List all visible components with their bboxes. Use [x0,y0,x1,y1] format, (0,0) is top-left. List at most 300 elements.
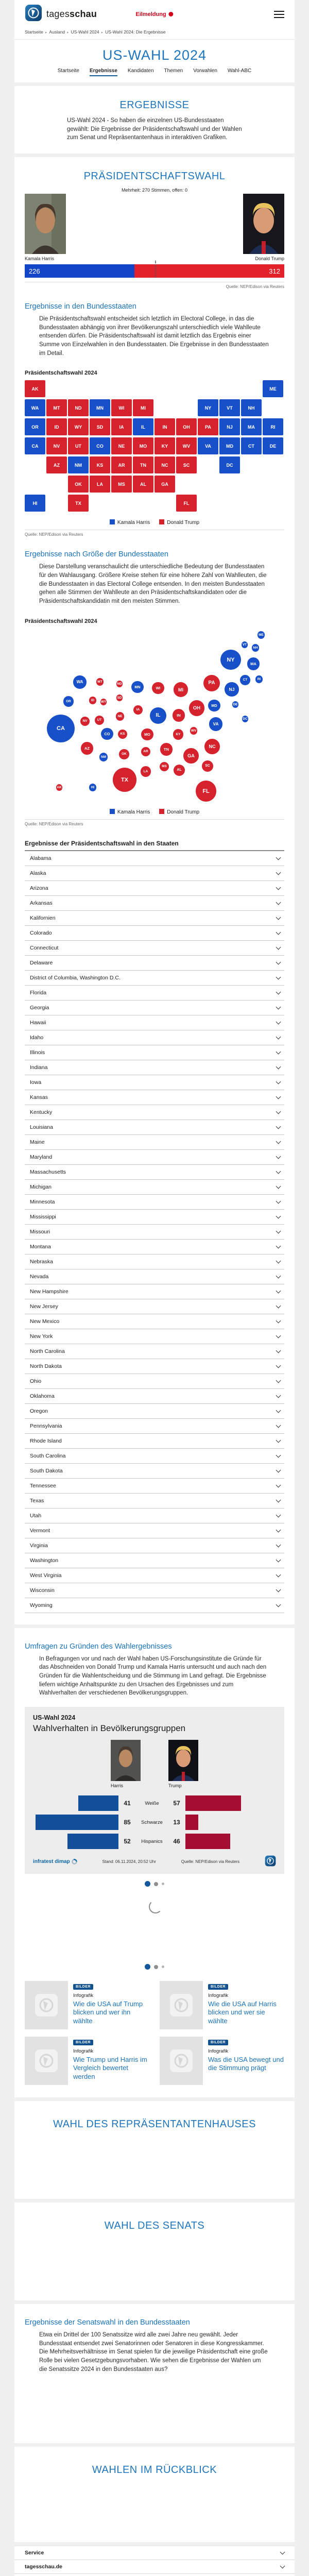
state-accordion-label: Montana [30,1243,51,1250]
retrospective-title: WAHLEN IM RÜCKBLICK [92,2464,217,2476]
state-accordion-row[interactable] [25,1060,284,1075]
trump-value: 13 [173,1819,180,1826]
state-bubble-mt[interactable]: MT [96,678,104,686]
state-accordion-label: Georgia [30,1004,49,1011]
footer-section-label: Service [25,2550,44,2556]
state-accordion-row[interactable] [25,1523,284,1538]
state-accordion-row[interactable] [25,1374,284,1389]
state-bubble-md[interactable]: MD [208,700,220,711]
state-tile-ny[interactable]: NY [198,399,218,416]
state-tile-tx[interactable]: TX [68,495,89,512]
state-bubble-oh[interactable]: OH [189,700,205,716]
chevron-down-icon [276,855,281,860]
chevron-down-icon [276,1079,281,1084]
chevron-down-icon [276,914,281,920]
state-bubble-wv[interactable]: WV [190,727,198,735]
chevron-down-icon [276,1318,281,1323]
state-tile-va[interactable]: VA [198,437,218,454]
state-accordion-row[interactable] [25,1389,284,1404]
footer-section-tagesschau-de[interactable] [14,2560,295,2574]
trump-chart-photo [168,1740,198,1788]
chevron-down-icon [276,1228,281,1233]
state-bubble-ri[interactable]: RI [255,675,263,683]
state-bubble-ne[interactable]: NE [116,712,125,721]
state-tile-ne[interactable]: NE [111,437,132,454]
chevron-down-icon [276,1497,281,1502]
state-accordion-row[interactable] [25,1210,284,1225]
state-accordion-row[interactable] [25,1464,284,1479]
state-accordion-label: New York [30,1333,53,1340]
state-accordion-row[interactable] [25,1165,284,1180]
president-card [14,157,295,1624]
state-bubble-fl[interactable]: FL [196,781,217,802]
state-accordion-label: Texas [30,1497,44,1504]
electoral-votes-cartogram [25,629,284,804]
state-tile-co[interactable]: CO [90,437,110,454]
map-source: Quelle: NEP/Edison via Reuters [25,530,284,537]
state-accordion-label: Arkansas [30,900,53,906]
state-accordion-row[interactable] [25,1553,284,1568]
state-accordion-row[interactable] [25,1180,284,1195]
state-accordion-row[interactable] [25,881,284,896]
group-label: Schwarze [141,1819,163,1825]
state-bubble-ca[interactable]: CA [47,715,75,742]
state-tile-ms[interactable]: MS [111,476,132,493]
hamburger-menu-icon[interactable] [274,9,284,20]
state-bubble-vt[interactable]: VT [242,641,248,648]
breaking-news-link[interactable]: Eilmeldung [135,11,173,18]
state-accordion-row[interactable] [25,1195,284,1210]
state-tile-vt[interactable]: VT [219,399,240,416]
state-tile-ar[interactable]: AR [111,456,132,473]
state-tile-ks[interactable]: KS [90,456,110,473]
carousel-dot[interactable] [154,1965,158,1969]
state-bubble-sc[interactable]: SC [202,760,213,772]
footer-section-ard-angebote[interactable] [14,2574,295,2576]
state-accordion-row[interactable] [25,1494,284,1509]
state-accordion-row[interactable] [25,1001,284,1015]
chevron-down-icon [276,1139,281,1144]
state-accordion-row[interactable] [25,1075,284,1090]
president-title: PRÄSIDENTSCHAFTSWAHL [83,171,226,182]
ev-source: Quelle: NEP/Edison via Reuters [25,282,284,289]
state-accordion-row[interactable] [25,971,284,986]
trump-legend-swatch [159,519,164,524]
state-bubble-nm[interactable]: NM [99,753,108,761]
chevron-down-icon [276,1333,281,1338]
teaser-body [73,2037,149,2085]
breadcrumb-separator-icon: ▸ [45,31,47,35]
chart-title: Wahlverhalten in Bevölkerungsgruppen [33,1723,186,1734]
state-tile-ri[interactable]: RI [263,418,283,435]
state-bubble-nh[interactable]: NH [252,644,260,652]
tab-ergebnisse[interactable]: Ergebnisse [90,68,117,76]
state-accordion-row[interactable] [25,1538,284,1553]
state-accordion-label: South Carolina [30,1452,66,1459]
state-accordion-row[interactable] [25,1150,284,1165]
state-bubble-ms[interactable]: MS [160,762,169,771]
senate-title: WAHL DES SENATS [104,2220,205,2232]
footer-sections [14,2546,295,2576]
state-tile-al[interactable]: AL [133,476,153,493]
trump-legend-swatch [159,809,164,814]
tab-startseite[interactable]: Startseite [57,68,79,74]
state-bubble-wi[interactable]: WI [152,682,164,694]
state-bubble-tx[interactable]: TX [113,768,137,792]
tagesschau-logo-icon [25,4,42,24]
state-bubble-nj[interactable]: NJ [225,682,239,697]
state-tile-hi[interactable]: HI [25,495,45,512]
footer-section-label: tagesschau.de [25,2564,62,2570]
state-accordion-row[interactable] [25,1434,284,1449]
state-tile-il[interactable]: IL [133,418,153,435]
chevron-down-icon [276,870,281,875]
chevron-down-icon [276,1004,281,1009]
state-bubble-pa[interactable]: PA [203,675,220,691]
state-bubble-ar[interactable]: AR [141,747,150,756]
state-tile-ak[interactable]: AK [25,380,45,397]
state-accordion-label: West Virginia [30,1572,62,1579]
state-tile-ok[interactable]: OK [68,476,89,493]
teaser-title-link[interactable]: Wie die USA auf Harris blicken und wer sie wählte [208,2000,277,2025]
state-accordion-label: Louisiana [30,1124,53,1130]
trump-value: 57 [173,1800,180,1807]
state-tile-in[interactable]: IN [154,418,175,435]
state-accordion-row[interactable] [25,1105,284,1120]
state-accordion-row[interactable] [25,1090,284,1105]
state-accordion-row[interactable] [25,1359,284,1374]
breadcrumb-item[interactable]: US-Wahl 2024 [71,29,99,35]
state-tile-wy[interactable]: WY [68,418,89,435]
harris-bar [36,1815,119,1830]
state-bubble-id[interactable]: ID [89,697,97,704]
state-bubble-de[interactable]: DE [232,701,239,708]
state-tile-wi[interactable]: WI [111,399,132,416]
section-tabs [14,68,295,82]
state-accordion-row[interactable] [25,926,284,941]
state-accordion-label: Nebraska [30,1258,53,1265]
state-tile-nj[interactable]: NJ [219,418,240,435]
carousel-dot[interactable] [162,1883,164,1885]
chevron-down-icon [276,1154,281,1159]
breadcrumb-item[interactable]: Ausland [49,29,65,35]
chevron-down-icon [276,974,281,979]
state-tile-mi[interactable]: MI [133,399,153,416]
breadcrumb-item[interactable]: US-Wahl 2024: Die Ergebnisse [105,29,166,35]
state-accordion-row[interactable] [25,1583,284,1598]
teaser-image-placeholder[interactable] [25,2037,68,2085]
carousel-dot-active[interactable] [145,1964,150,1970]
teaser-item[interactable] [160,2037,284,2085]
state-accordion-label: Colorado [30,929,52,936]
globe-placeholder-icon [35,2049,58,2073]
state-bubble-tn[interactable]: TN [160,743,173,756]
state-tile-nh[interactable]: NH [241,399,262,416]
state-tile-me[interactable]: ME [263,380,283,397]
states-results-heading[interactable]: Ergebnisse in den Bundesstaaten [25,302,136,311]
teaser-image-placeholder[interactable] [25,1981,68,2029]
state-bubble-ny[interactable]: NY [220,650,241,670]
state-bubble-or[interactable]: OR [63,696,74,707]
state-bubble-il[interactable]: IL [150,707,166,724]
state-bubble-mn[interactable]: MN [131,681,143,693]
state-bubble-az[interactable]: AZ [81,742,94,755]
state-bubble-nc[interactable]: NC [204,739,220,754]
state-bubble-va[interactable]: VA [209,717,223,731]
carousel-dot[interactable] [154,1882,158,1886]
state-bubble-sd[interactable]: SD [116,694,123,701]
state-tile-ma[interactable]: MA [241,418,262,435]
tab-kandidaten[interactable]: Kandidaten [127,68,154,74]
state-bubble-nd[interactable]: ND [116,681,123,687]
chevron-down-icon [280,2550,285,2555]
teaser-image-placeholder[interactable] [160,2037,203,2085]
state-tile-mo[interactable]: MO [133,437,153,454]
harris-bar-track [33,1795,118,1811]
tagesschau-logo[interactable] [25,4,97,24]
state-bubble-ia[interactable]: IA [133,705,143,715]
state-accordion-row[interactable] [25,1598,284,1613]
state-bubble-co[interactable]: CO [101,728,113,740]
surveys-text: In Befragungen vor und nach der Wahl haben US-Forschungsinstitute die Gründe für das Abschneiden von Donald Trump und Kamala Harris untersucht und auch nach den Gründen für die Wahlentscheidung und die Stimmung im Land gefragt. Die Ergebnisse liefern wichtige Anhaltspunkte zu den Ursachen des Ergebnisses und zum Wahlverhalten der verschiedenen Bevölkerungsgruppen. [39,1655,267,1697]
state-accordion-label: Kentucky [30,1109,53,1115]
state-tile-or[interactable]: OR [25,418,45,435]
state-accordion-label: Washington [30,1557,59,1564]
state-tile-dc[interactable]: DC [219,456,240,473]
state-tile-oh[interactable]: OH [176,418,197,435]
state-accordion-label: Oklahoma [30,1393,55,1399]
tab-themen[interactable]: Themen [164,68,183,74]
demographics-bars [33,1795,276,1849]
state-accordion-label: Michigan [30,1183,52,1190]
state-accordion-label: New Jersey [30,1303,58,1310]
trump-ev-segment: 312 [134,264,284,278]
state-accordion-row[interactable] [25,1015,284,1030]
state-tile-nc[interactable]: NC [154,456,175,473]
tab-wahl-abc[interactable]: Wahl-ABC [227,68,252,74]
breadcrumb-item[interactable]: Startseite [25,29,43,35]
state-accordion-row[interactable] [25,911,284,926]
senate-results-heading[interactable]: Ergebnisse der Senatswahl in den Bundesstaaten [25,2318,190,2327]
breaking-news-dot-icon [169,12,174,16]
house-card [14,2101,295,2199]
state-accordion-row[interactable] [25,1299,284,1314]
state-accordion-label: Virginia [30,1542,48,1549]
teaser-title-link[interactable]: Was die USA bewegt und die Stimmung prägt [208,2056,284,2072]
state-accordion-row[interactable] [25,986,284,1001]
globe-placeholder-icon [169,2049,193,2073]
state-tile-id[interactable]: ID [46,418,67,435]
state-accordion-label: Florida [30,989,47,996]
state-tile-ct[interactable]: CT [241,437,262,454]
teaser-kicker: Infografik [208,1993,229,1999]
cartogram-source: Quelle: NEP/Edison via Reuters [25,819,284,826]
state-tile-sd[interactable]: SD [90,418,110,435]
state-tile-md[interactable]: MD [219,437,240,454]
chevron-down-icon [276,1467,281,1472]
demographics-row [33,1795,276,1811]
chevron-down-icon [276,1542,281,1547]
infratest-dimap-logo: infratest dimap [33,1859,77,1865]
state-bubble-ks[interactable]: KS [118,730,127,739]
state-accordion-label: District of Columbia, Washington D.C. [30,974,121,981]
state-bubble-ma[interactable]: MA [247,657,260,670]
state-accordion-row[interactable] [25,1509,284,1523]
state-accordion-label: New Mexico [30,1318,60,1325]
state-accordion-row[interactable] [25,851,284,866]
carousel-dot-active[interactable] [145,1881,150,1887]
state-tile-nv[interactable]: NV [46,437,67,454]
harris-chart-photo [111,1740,141,1788]
state-bubble-dc[interactable]: DC [242,716,249,722]
state-bubble-ky[interactable]: KY [173,729,184,740]
chevron-down-icon [276,1587,281,1592]
trump-photo [243,194,284,254]
footer [14,2546,295,2576]
state-accordion-row[interactable] [25,1449,284,1464]
state-accordion-label: Ohio [30,1378,42,1384]
teaser-title-link[interactable]: Wie Trump und Harris im Vergleich bewertet werden [73,2056,147,2080]
state-accordion-row[interactable] [25,956,284,971]
chevron-down-icon [276,944,281,950]
carousel-dots [14,1964,295,1970]
teaser-item[interactable] [25,1981,149,2029]
state-accordion-label: Vermont [30,1527,50,1534]
state-accordion-row[interactable] [25,1568,284,1583]
state-accordion-row[interactable] [25,1225,284,1240]
state-accordion-row[interactable] [25,896,284,911]
state-bubble-al[interactable]: AL [174,765,185,776]
state-tile-pa[interactable]: PA [198,418,218,435]
state-tile-ga[interactable]: GA [154,476,175,493]
state-accordion-row[interactable] [25,1284,284,1299]
state-tile-sc[interactable]: SC [176,456,197,473]
teaser-grid [25,1981,284,2097]
state-accordion-label: Indiana [30,1064,48,1071]
harris-chart-label: Harris [111,1783,123,1789]
state-tile-la[interactable]: LA [90,476,110,493]
state-bubble-mi[interactable]: MI [174,682,188,697]
chevron-down-icon [276,959,281,964]
harris-bar-track [33,1815,118,1830]
state-accordion-row[interactable] [25,1240,284,1255]
state-tile-nm[interactable]: NM [68,456,89,473]
state-accordion-label: Maine [30,1139,45,1145]
state-bubble-in[interactable]: IN [173,709,185,722]
state-accordion-row[interactable] [25,1255,284,1269]
chevron-down-icon [276,1243,281,1248]
state-accordion-row[interactable] [25,1344,284,1359]
map-chart-label: Präsidentschaftswahl 2024 [25,370,97,377]
teaser-image-placeholder[interactable] [160,1981,203,2029]
state-accordion-row[interactable] [25,1314,284,1329]
state-tile-nd[interactable]: ND [68,399,89,416]
chart-stand: Stand: 06.11.2024, 20:52 Uhr [102,1859,156,1864]
state-accordion-label: Hawaii [30,1019,46,1026]
state-accordion-row[interactable] [25,1045,284,1060]
state-bubble-ok[interactable]: OK [119,749,129,759]
state-bubble-wy[interactable]: WY [100,699,107,705]
state-accordion-row[interactable] [25,1404,284,1419]
state-bubble-mo[interactable]: MO [141,728,153,740]
state-tile-mt[interactable]: MT [46,399,67,416]
state-tile-ky[interactable]: KY [154,437,175,454]
state-accordion-label: Minnesota [30,1198,55,1205]
state-tile-ut[interactable]: UT [68,437,89,454]
state-bubble-ga[interactable]: GA [183,748,199,764]
state-bubble-nv[interactable]: NV [80,717,90,726]
state-accordion-row[interactable] [25,1030,284,1045]
state-bubble-wa[interactable]: WA [73,675,87,689]
teaser-body [208,1981,284,2029]
state-tile-de[interactable]: DE [263,437,283,454]
harris-value: 41 [124,1800,131,1807]
footer-section-service[interactable] [14,2546,295,2560]
harris-legend-swatch [110,519,115,524]
state-bubble-ak[interactable]: AK [56,784,63,791]
state-bubble-ut[interactable]: UT [95,716,104,725]
chevron-down-icon [276,989,281,994]
state-accordion-row[interactable] [25,941,284,956]
state-accordion-row[interactable] [25,1329,284,1344]
trump-bar [185,1834,230,1849]
chevron-down-icon [276,1512,281,1517]
state-accordion-row[interactable] [25,1419,284,1434]
state-tile-mn[interactable]: MN [90,399,110,416]
demographics-row [33,1815,276,1830]
states-results-text: Die Präsidentschaftswahl entscheidet sich letztlich im Electoral College, in das die Bundesstaaten abhängig von ihrer Bevölkerungszahl unterschiedlich viele Wahlleute entsenden dürfen. Die Präsidentschaftswahl ist damit letztlich das Ergebnis einer Summe von Einzelwahlen in den Bundesstaaten. Die Ergebnisse in den Bundesstaaten im Detail. [39,316,269,357]
teaser-body [208,2037,284,2085]
breadcrumb-separator-icon: ▸ [67,31,69,35]
teaser-badge: BILDER [208,1984,228,1990]
state-bubble-hi[interactable]: HI [89,784,97,791]
state-tile-ca[interactable]: CA [25,437,45,454]
state-bubble-la[interactable]: LA [141,766,151,777]
chevron-down-icon [276,885,281,890]
state-accordion-row[interactable] [25,1120,284,1135]
state-accordion-row[interactable] [25,1269,284,1284]
size-section-heading[interactable]: Ergebnisse nach Größe der Bundesstaaten [25,550,168,559]
state-tile-wa[interactable]: WA [25,399,45,416]
tab-vorwahlen[interactable]: Vorwahlen [193,68,217,74]
state-tile-az[interactable]: AZ [46,456,67,473]
trump-bar-track [185,1795,276,1811]
state-tile-fl[interactable]: FL [176,495,197,512]
carousel-dot[interactable] [162,1965,164,1968]
teaser-item[interactable] [160,1981,284,2029]
state-tile-ia[interactable]: IA [111,418,132,435]
harris-name: Kamala Harris [25,256,55,262]
harris-legend-swatch [110,809,115,814]
state-bubble-ct[interactable]: CT [240,675,250,685]
state-accordion-row[interactable] [25,866,284,881]
state-accordion-row[interactable] [25,1479,284,1494]
teaser-body [73,1981,149,2029]
trump-value: 46 [173,1838,180,1845]
teaser-title-link[interactable]: Wie die USA auf Trump blicken und wer ihn wählte [73,2000,143,2025]
state-tile-wv[interactable]: WV [176,437,197,454]
surveys-heading[interactable]: Umfragen zu Gründen des Wahlergebnisses [25,1642,172,1651]
state-bubble-me[interactable]: ME [258,631,265,639]
teaser-item[interactable] [25,2037,149,2085]
trump-bar [185,1795,241,1811]
state-tile-tn[interactable]: TN [133,456,153,473]
state-accordion-label: South Dakota [30,1467,63,1474]
state-accordion-row[interactable] [25,1135,284,1150]
teaser-kicker: Infografik [73,1993,94,1999]
loading-spinner-icon [149,1900,162,1913]
teaser-kicker: Infografik [73,2048,94,2055]
